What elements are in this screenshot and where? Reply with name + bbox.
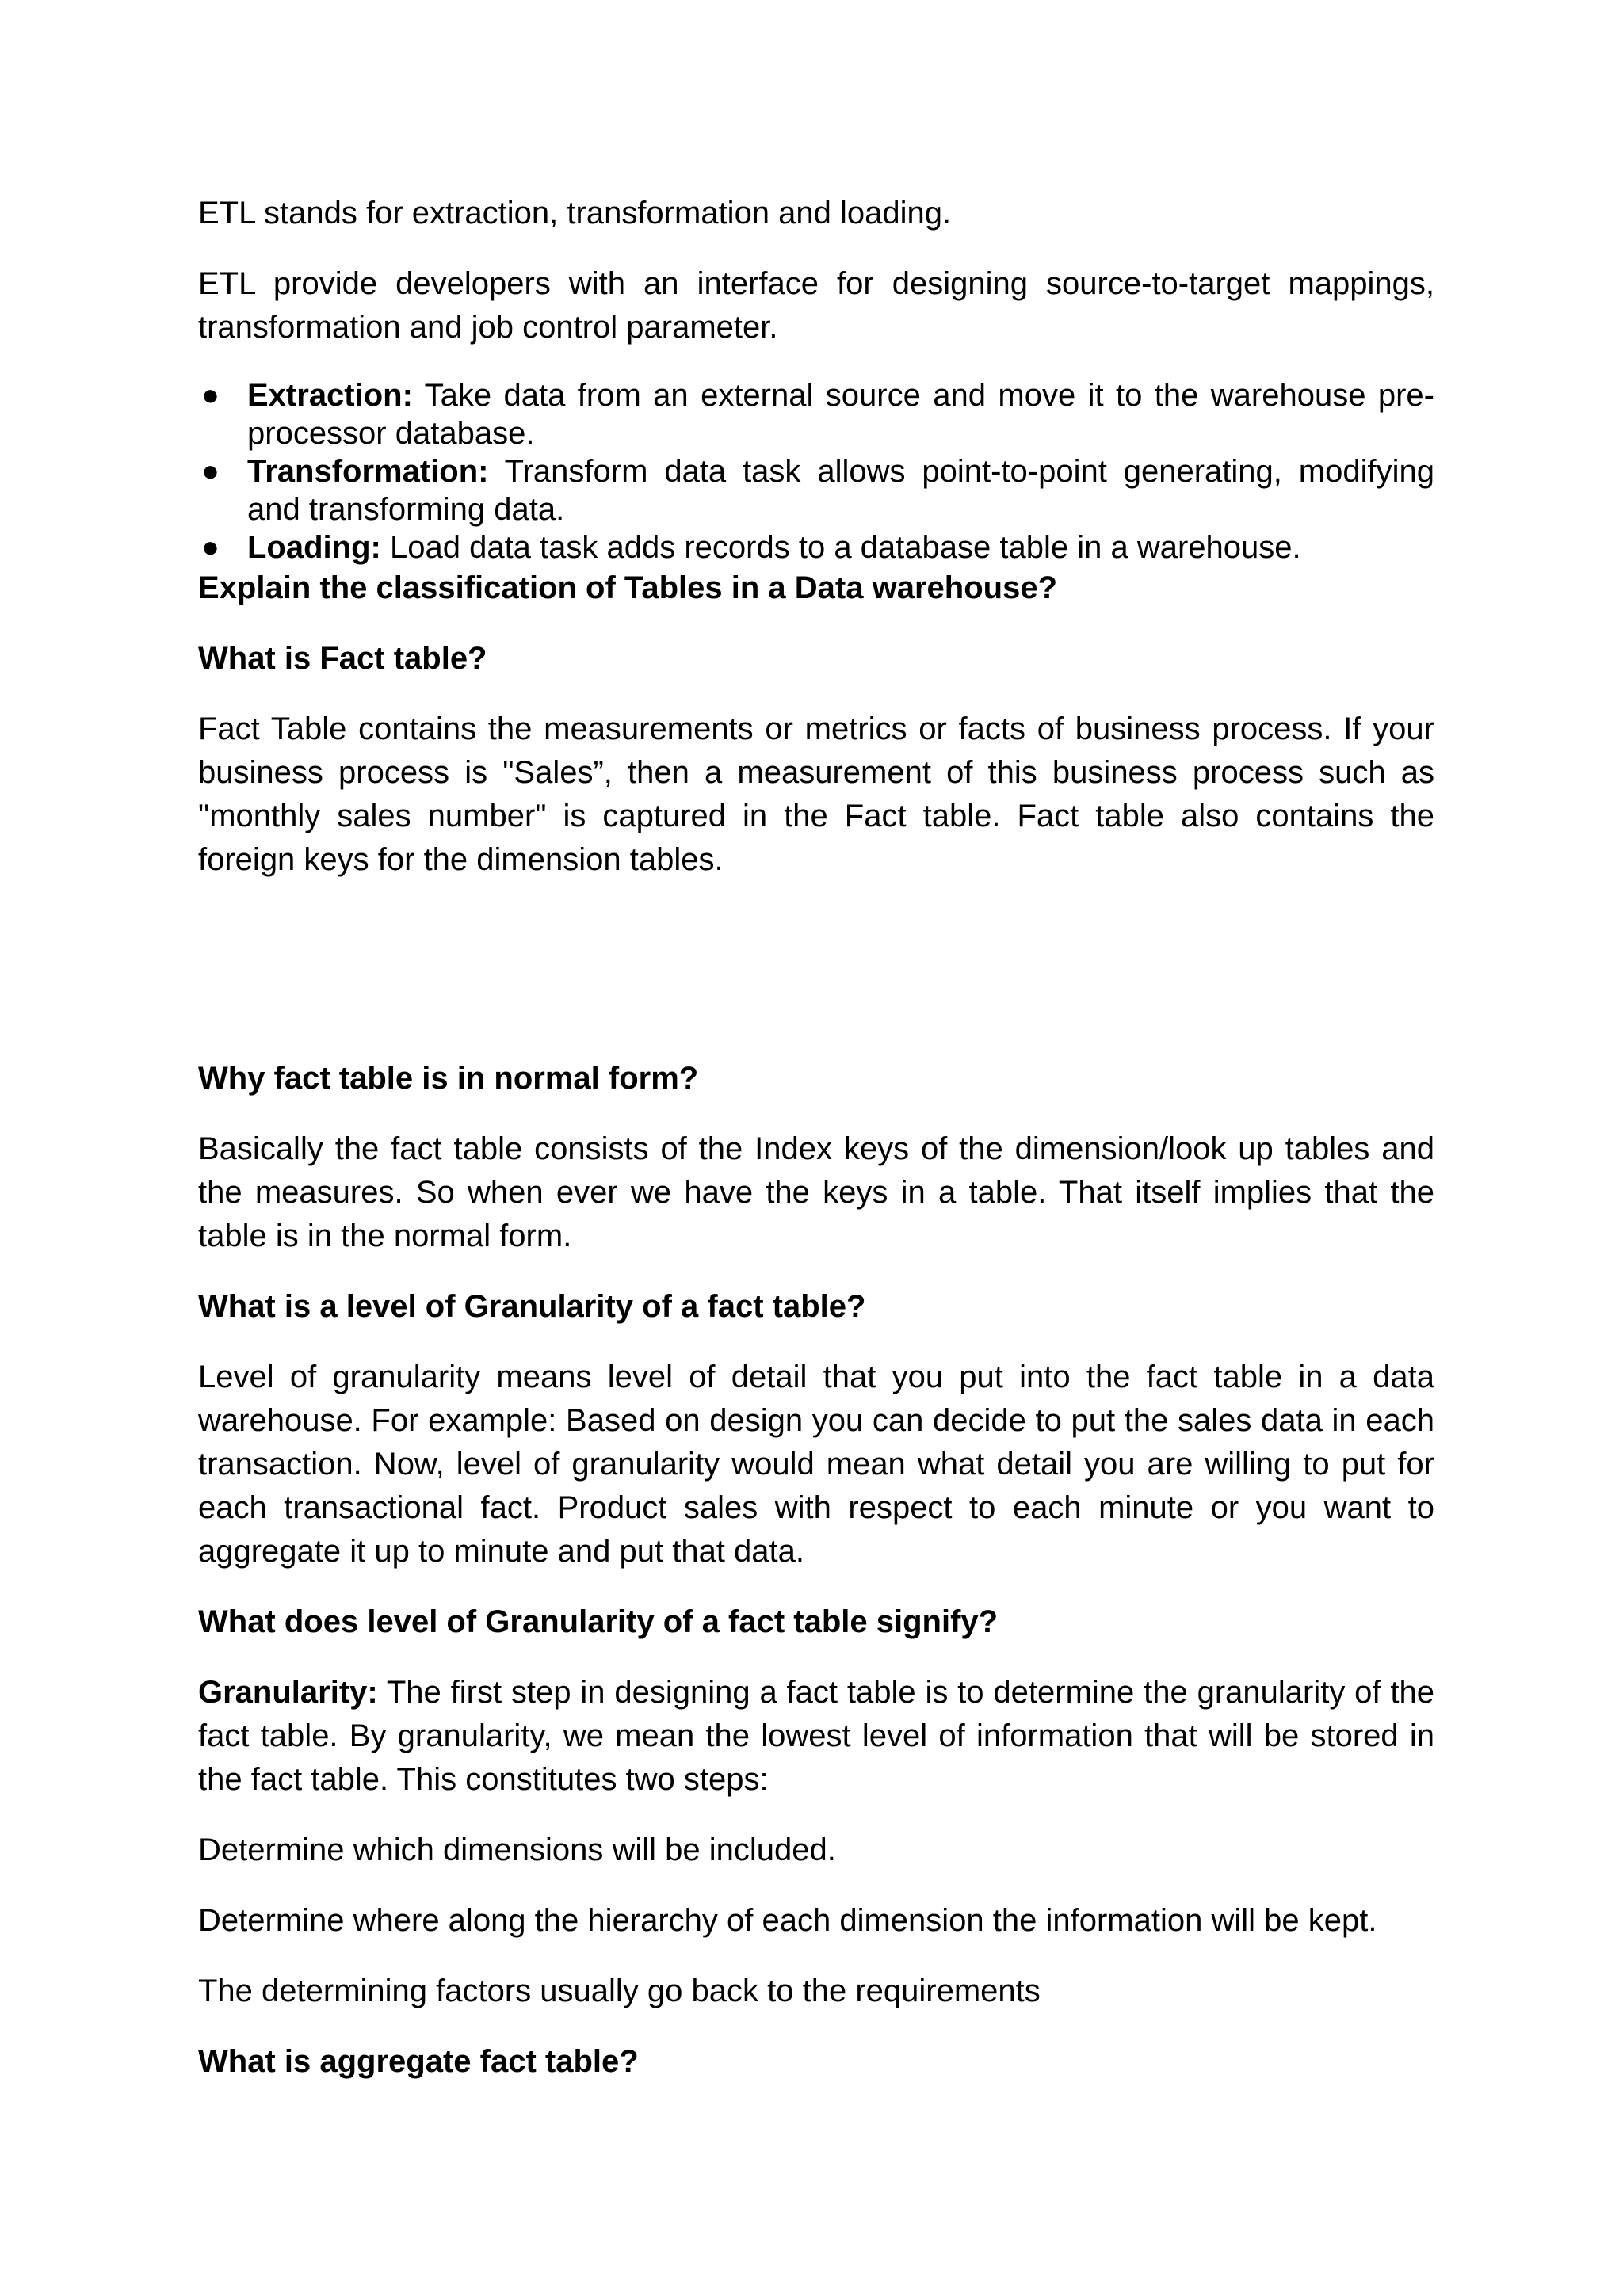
list-item-extraction xyxy=(198,376,1434,452)
blank-space xyxy=(198,909,1434,1057)
desc-extraction: Take data from an external source and move it to the warehouse pre-processor database. xyxy=(247,378,1434,451)
etl-steps-list xyxy=(198,376,1434,566)
signify-heading: What does level of Granularity of a fact table signify? xyxy=(198,1604,999,1639)
determining-factors-paragraph: The determining factors usually go back to the requirements xyxy=(198,1974,1041,2008)
step-two-paragraph: Determine where along the hierarchy of each dimension the information will be kept. xyxy=(198,1903,1377,1938)
desc-transformation: Transform data task allows point-to-point generating, modifying and transforming data. xyxy=(247,454,1434,527)
bullet-icon: ● xyxy=(201,455,220,488)
aggregate-heading: What is aggregate fact table? xyxy=(198,2044,639,2079)
normal-form-paragraph: Basically the fact table consists of the Index keys of the dimension/look up tables and the measures. So when ever we have the keys in a table. That itself implies that the table is in the normal form. xyxy=(198,1131,1434,1253)
bullet-icon: ● xyxy=(201,531,220,564)
fact-table-paragraph: Fact Table contains the measurements or metrics or facts of business process. If your business process is "Sales”, then a measurement of this business process such as "monthly sales number" is captured in the Fact table. Fact table also contains the foreign keys for the dimension tables. xyxy=(198,711,1434,877)
list-item-loading xyxy=(198,528,1434,566)
signify-body: The first step in designing a fact table is to determine the granularity of the fact table. By granularity, we mean the lowest level of information that will be stored in the fact table. This constitutes two steps: xyxy=(198,1675,1434,1797)
etl-definition: ETL stands for extraction, transformation and loading. xyxy=(198,196,952,231)
document-page xyxy=(198,192,1434,2111)
term-extraction: Extraction: xyxy=(247,378,413,413)
granularity-heading: What is a level of Granularity of a fact table? xyxy=(198,1289,866,1324)
fact-table-heading: What is Fact table? xyxy=(198,641,487,676)
etl-interface-paragraph: ETL provide developers with an interface for designing source-to-target mappings, transformation and job control parameter. xyxy=(198,266,1434,345)
term-transformation: Transformation: xyxy=(247,454,489,489)
classification-heading: Explain the classification of Tables in a Data warehouse? xyxy=(198,570,1058,605)
granularity-paragraph: Level of granularity means level of detail that you put into the fact table in a data warehouse. For example: Based on design you can decide to put the sales data in each transaction. Now, level of granularity would mean what detail you are willing to put for each transactional fact. Product sales with respect to each minute or you want to aggregate it up to minute and put that data. xyxy=(198,1360,1434,1569)
step-one-paragraph: Determine which dimensions will be included. xyxy=(198,1833,836,1867)
signify-paragraph xyxy=(198,1671,1434,1802)
bullet-icon: ● xyxy=(201,379,220,412)
signify-term: Granularity: xyxy=(198,1675,378,1710)
list-item-transformation xyxy=(198,452,1434,528)
desc-loading: Load data task adds records to a database table in a warehouse. xyxy=(380,530,1301,565)
normal-form-heading: Why fact table is in normal form? xyxy=(198,1061,699,1096)
term-loading: Loading: xyxy=(247,530,381,565)
